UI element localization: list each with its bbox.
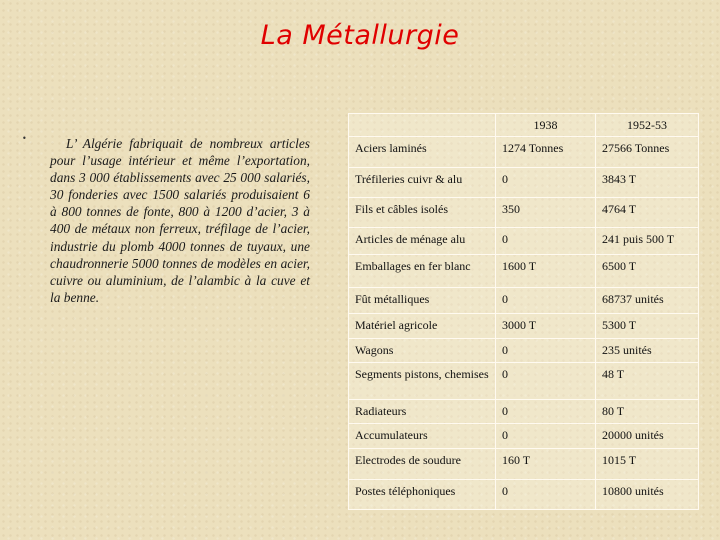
value-1952-53: 20000 unités xyxy=(596,424,699,449)
value-1952-53: 3843 T xyxy=(596,168,699,198)
table-row xyxy=(349,314,699,339)
value-1938: 0 xyxy=(496,400,596,424)
table-row xyxy=(349,449,699,480)
table-header-row xyxy=(349,114,699,137)
value-1938: 1600 T xyxy=(496,255,596,288)
value-1938: 0 xyxy=(496,288,596,314)
value-1952-53: 80 T xyxy=(596,400,699,424)
value-1952-53: 235 unités xyxy=(596,339,699,363)
table-row xyxy=(349,168,699,198)
slide-title: La Métallurgie xyxy=(260,20,460,51)
value-1938: 0 xyxy=(496,339,596,363)
table-row xyxy=(349,363,699,400)
row-label: Fût métalliques xyxy=(349,288,496,314)
row-label: Wagons xyxy=(349,339,496,363)
value-1952-53: 6500 T xyxy=(596,255,699,288)
value-1938: 0 xyxy=(496,228,596,255)
row-label: Postes téléphoniques xyxy=(349,480,496,510)
table-row xyxy=(349,480,699,510)
value-1952-53: 4764 T xyxy=(596,198,699,228)
table-row xyxy=(349,228,699,255)
row-label: Segments pistons, chemises xyxy=(349,363,496,400)
header-empty xyxy=(349,114,496,137)
value-1952-53: 1015 T xyxy=(596,449,699,480)
value-1938: 0 xyxy=(496,480,596,510)
row-label: Emballages en fer blanc xyxy=(349,255,496,288)
value-1938: 160 T xyxy=(496,449,596,480)
table-row xyxy=(349,400,699,424)
row-label: Matériel agricole xyxy=(349,314,496,339)
table-row xyxy=(349,288,699,314)
value-1952-53: 10800 unités xyxy=(596,480,699,510)
row-label: Articles de ménage alu xyxy=(349,228,496,255)
table-row xyxy=(349,339,699,363)
value-1952-53: 5300 T xyxy=(596,314,699,339)
value-1938: 1274 Tonnes xyxy=(496,137,596,168)
row-label: Aciers laminés xyxy=(349,137,496,168)
table-row xyxy=(349,198,699,228)
value-1952-53: 68737 unités xyxy=(596,288,699,314)
row-label: Electrodes de soudure xyxy=(349,449,496,480)
header-1938: 1938 xyxy=(496,114,596,137)
table-row xyxy=(349,424,699,449)
value-1952-53: 48 T xyxy=(596,363,699,400)
row-label: Accumulateurs xyxy=(349,424,496,449)
row-label: Tréfileries cuivr & alu xyxy=(349,168,496,198)
header-1952-53: 1952-53 xyxy=(596,114,699,137)
row-label: Radiateurs xyxy=(349,400,496,424)
table-row xyxy=(349,255,699,288)
value-1952-53: 241 puis 500 T xyxy=(596,228,699,255)
value-1938: 0 xyxy=(496,424,596,449)
production-table xyxy=(348,113,699,510)
value-1938: 0 xyxy=(496,168,596,198)
row-label: Fils et câbles isolés xyxy=(349,198,496,228)
table-row xyxy=(349,137,699,168)
value-1938: 350 xyxy=(496,198,596,228)
value-1938: 0 xyxy=(496,363,596,400)
bullet-point: • xyxy=(22,134,27,143)
value-1952-53: 27566 Tonnes xyxy=(596,137,699,168)
intro-paragraph: L’ Algérie fabriquait de nombreux articles pour l’usage intérieur et même l’exportation, dans 3 000 établissements avec 25 000 salariés, 30 fonderies avec 1500 salariés produisaient 6 à 800 tonnes de fonte, 800 à 1200 d’acier, 3 à 400 de métaux non ferreux, tréfilage de l’acier, industrie du plomb 4000 tonnes de tuyaux, une chaudronnerie 5000 tonnes de modèles en acier, cuivre ou aluminium, de l’alambic à la cuve et la benne. xyxy=(50,136,310,305)
value-1938: 3000 T xyxy=(496,314,596,339)
